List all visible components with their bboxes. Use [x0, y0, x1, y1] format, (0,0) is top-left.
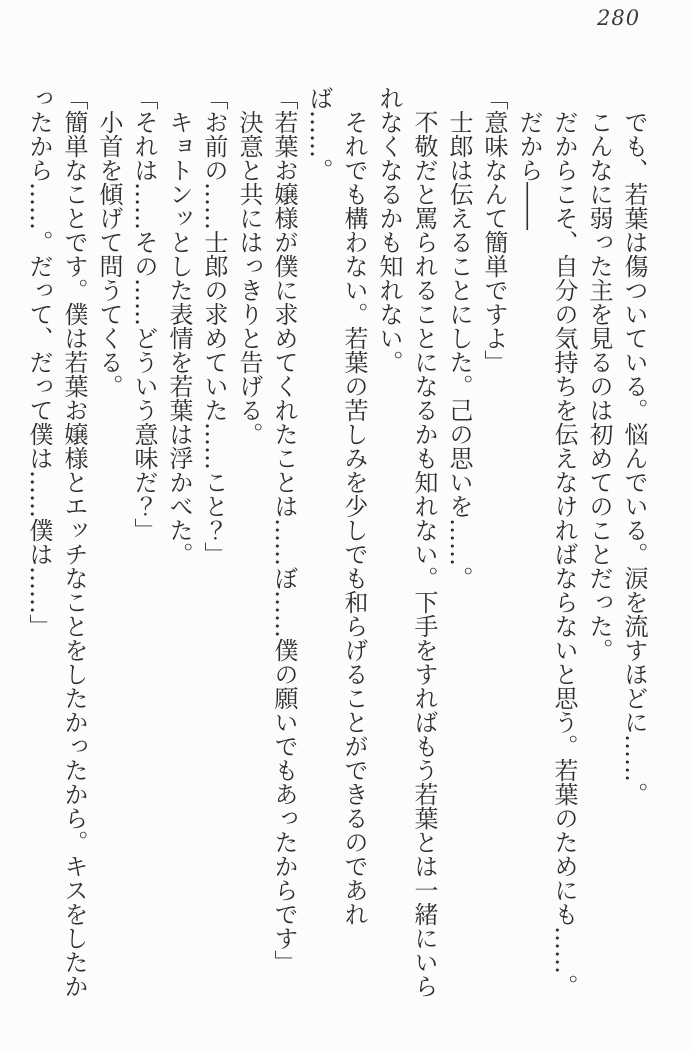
paragraph-dialogue: 「それは……その……どういう意味だ？」 [130, 86, 158, 542]
paragraph: キョトンッとした表情を若葉は浮かべた。 [165, 110, 193, 566]
paragraph-dialogue: 「若葉お嬢様が僕に求めてくれたことは……ぼ……僕の願いでもあったからです」 [270, 86, 298, 974]
paragraph-dialogue: 「意味なんて簡単ですよ」 [480, 86, 508, 374]
paragraph-dialogue: 「お前の……士郎の求めていた……こと？」 [200, 86, 228, 566]
paragraph: 決意と共にはっきりと告げる。 [235, 110, 263, 446]
paragraph: 小首を傾げて問うてくる。 [95, 110, 123, 398]
paragraph: 不敬だと罵られることになるかも知れない。下手をすればもう若葉とは一緒にいられなくなるかも知れない。 [375, 86, 438, 998]
paragraph: だからこそ、自分の気持ちを伝えなければならないと思う。若葉のためにも……。 [550, 110, 578, 998]
paragraph: だから―― [515, 110, 543, 230]
vertical-text-block [21, 86, 651, 1000]
paragraph: 士郎は伝えることにした。己の思いを……。 [445, 110, 473, 590]
paragraph: こんなに弱った主を見るのは初めてのことだった。 [585, 110, 613, 662]
page-number: 280 [597, 6, 641, 30]
paragraph-dialogue: 「簡単なことです。僕は若葉お嬢様とエッチなことをしたかったから。キスをしたかったから……。だって、だって僕は……僕は……」 [25, 86, 88, 998]
paragraph: それでも構わない。若葉の苦しみを少しでも和らげることができるのであれば……。 [305, 86, 368, 926]
paragraph: でも、若葉は傷ついている。悩んでいる。涙を流すほどに……。 [620, 110, 648, 806]
